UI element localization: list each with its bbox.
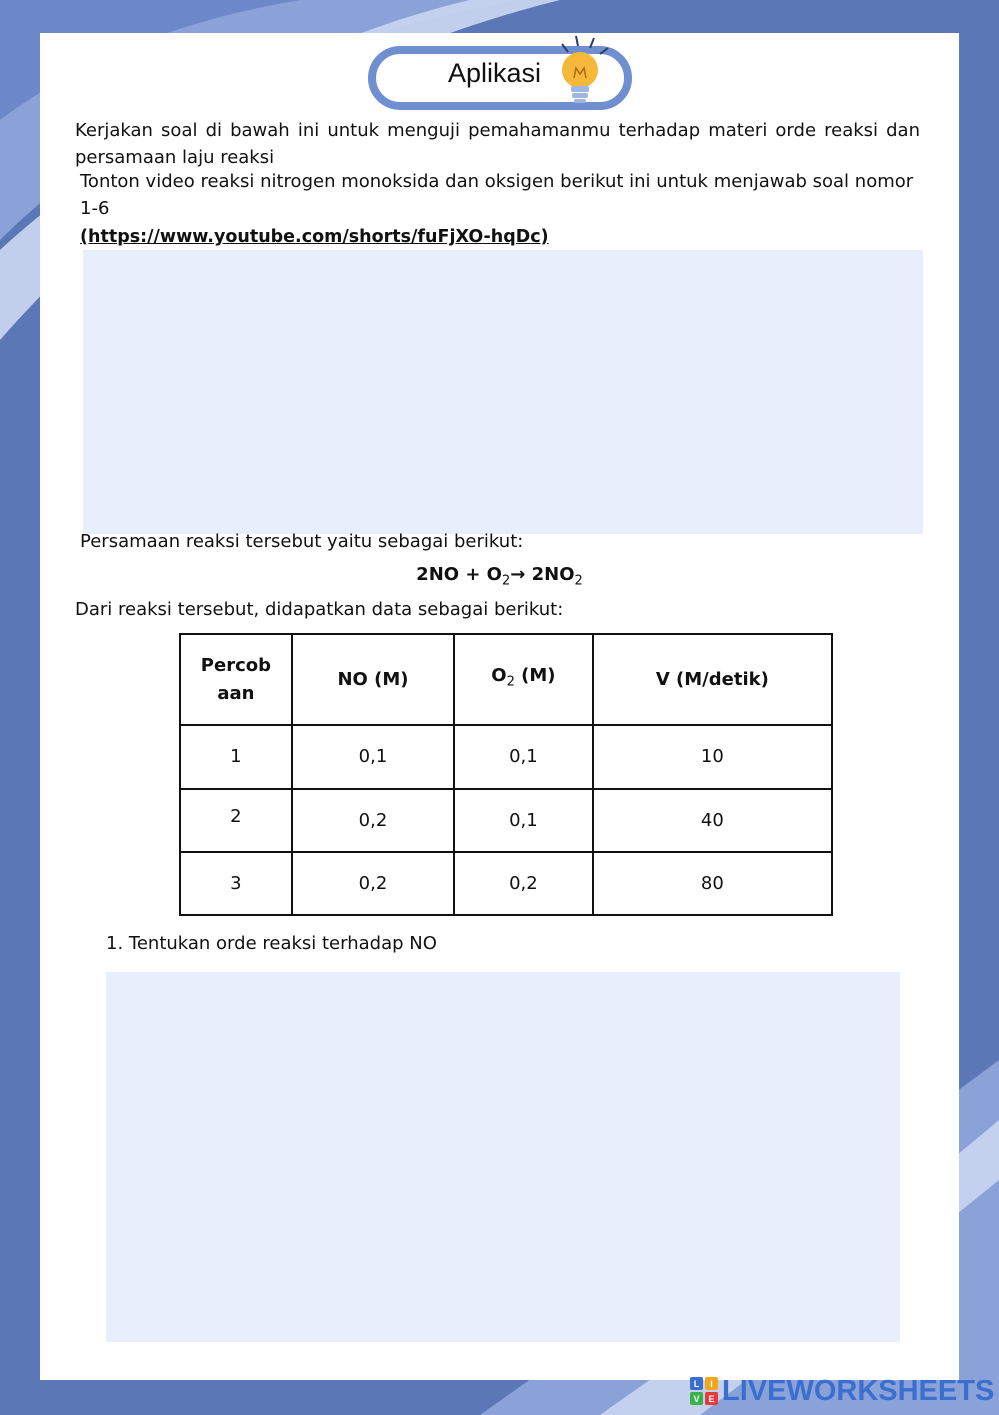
video-link[interactable]: (https://www.youtube.com/shorts/fuFjXO-hqDc) <box>80 227 549 247</box>
header-o2: $O_2$ (M) <box>454 634 593 725</box>
answer-box-1[interactable] <box>106 972 900 1342</box>
svg-text:E: E <box>708 1394 715 1404</box>
reaction-equation: $2NO + O_2\to 2NO_2$ <box>416 564 583 589</box>
cell-o2: 0,2 <box>454 852 593 915</box>
liveworksheets-badge-icon <box>690 1377 718 1405</box>
header-no: NO (M) <box>292 634 454 725</box>
liveworksheets-logo <box>690 1374 994 1408</box>
equation-intro: Persamaan reaksi tersebut yaitu sebagai berikut: <box>80 531 524 552</box>
table-row <box>180 852 832 915</box>
reaction-data-table <box>179 633 833 916</box>
question-1: 1. Tentukan orde reaksi terhadap NO <box>106 933 437 954</box>
table-row <box>180 789 832 852</box>
cell-rate: 40 <box>593 789 832 852</box>
svg-text:V: V <box>693 1394 700 1404</box>
cell-rate: 80 <box>593 852 832 915</box>
cell-trial: 2 <box>180 789 292 852</box>
page-title: Aplikasi <box>448 58 542 88</box>
table-row <box>180 725 832 788</box>
data-intro: Dari reaksi tersebut, didapatkan data sebagai berikut: <box>75 599 564 620</box>
svg-text:L: L <box>693 1379 700 1389</box>
cell-o2: 0,1 <box>454 789 593 852</box>
header-rate: V (M/detik) <box>593 634 832 725</box>
video-embed-area[interactable] <box>83 250 923 534</box>
intro-paragraph: Kerjakan soal di bawah ini untuk menguji pemahamanmu terhadap materi orde reaksi dan persamaan laju reaksi <box>75 120 920 168</box>
cell-rate: 10 <box>593 725 832 788</box>
svg-text:I: I <box>710 1379 713 1389</box>
cell-no: 0,1 <box>292 725 454 788</box>
cell-trial: 3 <box>180 852 292 915</box>
table-header-row <box>180 634 832 725</box>
cell-o2: 0,1 <box>454 725 593 788</box>
cell-no: 0,2 <box>292 852 454 915</box>
video-instruction: Tonton video reaksi nitrogen monoksida dan oksigen berikut ini untuk menjawab soal nomor 1-6 <box>80 171 914 219</box>
liveworksheets-wordmark: LIVEWORKSHEETS <box>722 1374 995 1407</box>
header-trial: Percob aan <box>180 634 292 725</box>
cell-no: 0,2 <box>292 789 454 852</box>
lightbulb-icon <box>554 34 614 114</box>
cell-trial: 1 <box>180 725 292 788</box>
